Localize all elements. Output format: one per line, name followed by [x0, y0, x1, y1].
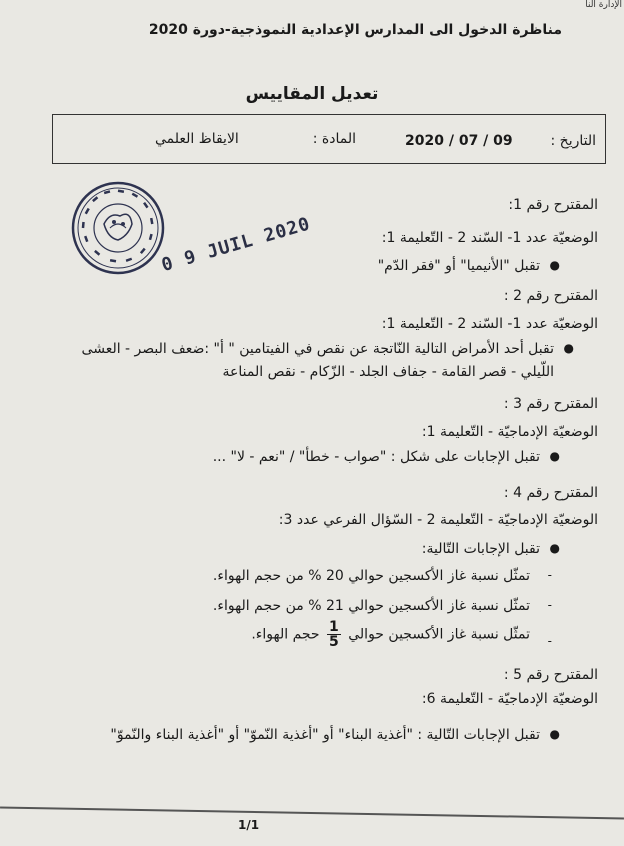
footer-divider [0, 807, 624, 819]
fraction-numerator: 1 [329, 619, 339, 635]
bullet-dot: ● [549, 449, 560, 463]
proposal-4-bullet-text: تقبل الإجابات التّالية: [421, 541, 540, 557]
proposal-5-situation: الوضعيّة الإدماجيّة - التّعليمة 6: [421, 691, 598, 707]
proposal-5-bullet-text: تقبل الإجابات التّالية : "أغذية البناء" أو "أغذية النّموّ" أو "أغذية البناء والنّموّ" [110, 727, 540, 743]
proposal-4-dash-1-text: تمثّل نسبة غاز الأكسجين حوالي 20 % من حجم الهواء. [212, 568, 530, 584]
proposal-1-title: المقترح رقم 1: [508, 197, 598, 213]
fraction-one-fifth [327, 620, 341, 649]
dash-marker: - [547, 568, 552, 582]
proposal-4-bullet [421, 541, 560, 557]
bullet-dot: ● [549, 258, 560, 272]
proposal-3-title: المقترح رقم 3 : [503, 396, 598, 412]
proposal-4-dash-3-text: تمثّل نسبة غاز الأكسجين حوالي [348, 626, 530, 643]
bullet-dot: ● [549, 727, 560, 741]
proposal-4-situation: الوضعيّة الإدماجيّة - التّعليمة 2 - السّؤال الفرعي عدد 3: [278, 512, 598, 528]
subject-value: الايقاظ العلمي [155, 131, 239, 147]
proposal-4-dash-2 [212, 598, 552, 614]
proposal-3-situation: الوضعيّة الإدماجيّة - التّعليمة 1: [421, 424, 598, 440]
proposal-5-title: المقترح رقم 5 : [503, 667, 598, 683]
dash-marker: - [547, 598, 552, 612]
proposal-1-bullet [377, 258, 560, 274]
official-seal-stamp [70, 180, 166, 276]
received-date-stamp: 0 9 JUIL 2020 [159, 213, 313, 276]
proposal-2-bullet-line1: تقبل أحد الأمراض التالية النّاتجة عن نقص في الفيتامين " أ" :ضعف البصر - العشى [81, 341, 554, 357]
proposal-4-dash-2-text: تمثّل نسبة غاز الأكسجين حوالي 21 % من حجم الهواء. [212, 598, 530, 614]
proposal-3-bullet [212, 449, 560, 465]
proposal-1-bullet-text: تقبل "الأنيميا" أو "فقر الدّم" [377, 258, 540, 274]
document-title: تعديل المقاييس [245, 84, 379, 104]
proposal-5-bullet [110, 727, 560, 743]
dash-marker: - [547, 634, 552, 648]
proposal-4-dash-1 [212, 568, 552, 584]
bullet-dot: ● [563, 341, 574, 355]
proposal-4-dash-3-tail: حجم الهواء. [251, 626, 320, 643]
subject-label: المادة : [312, 131, 356, 147]
proposal-2-title: المقترح رقم 2 : [503, 288, 598, 304]
proposal-2-bullet [81, 341, 574, 357]
proposal-1-situation: الوضعيّة عدد 1- السّند 2 - التّعليمة 1: [381, 230, 598, 246]
date-value: 2020 / 07 / 09 [405, 133, 513, 149]
proposal-4-title: المقترح رقم 4 : [503, 485, 598, 501]
fraction-denominator: 5 [329, 634, 339, 650]
date-label: التاريخ : [550, 133, 596, 149]
proposal-4-dash-3 [251, 619, 552, 650]
proposal-3-bullet-text: تقبل الإجابات على شكل : "صواب - خطأ" / "نعم - لا" ... [212, 449, 540, 465]
corner-text: الإدارة النا [585, 0, 622, 10]
page-number: 1/1 [238, 818, 260, 832]
proposal-2-bullet-line2: اللّيلي - قصر القامة - جفاف الجلد - الزّكام - نقص المناعة [222, 364, 554, 380]
header-title: مناظرة الدخول الى المدارس الإعدادية النموذجية-دورة 2020 [148, 22, 562, 38]
proposal-2-situation: الوضعيّة عدد 1- السّند 2 - التّعليمة 1: [381, 316, 598, 332]
bullet-dot: ● [549, 541, 560, 555]
